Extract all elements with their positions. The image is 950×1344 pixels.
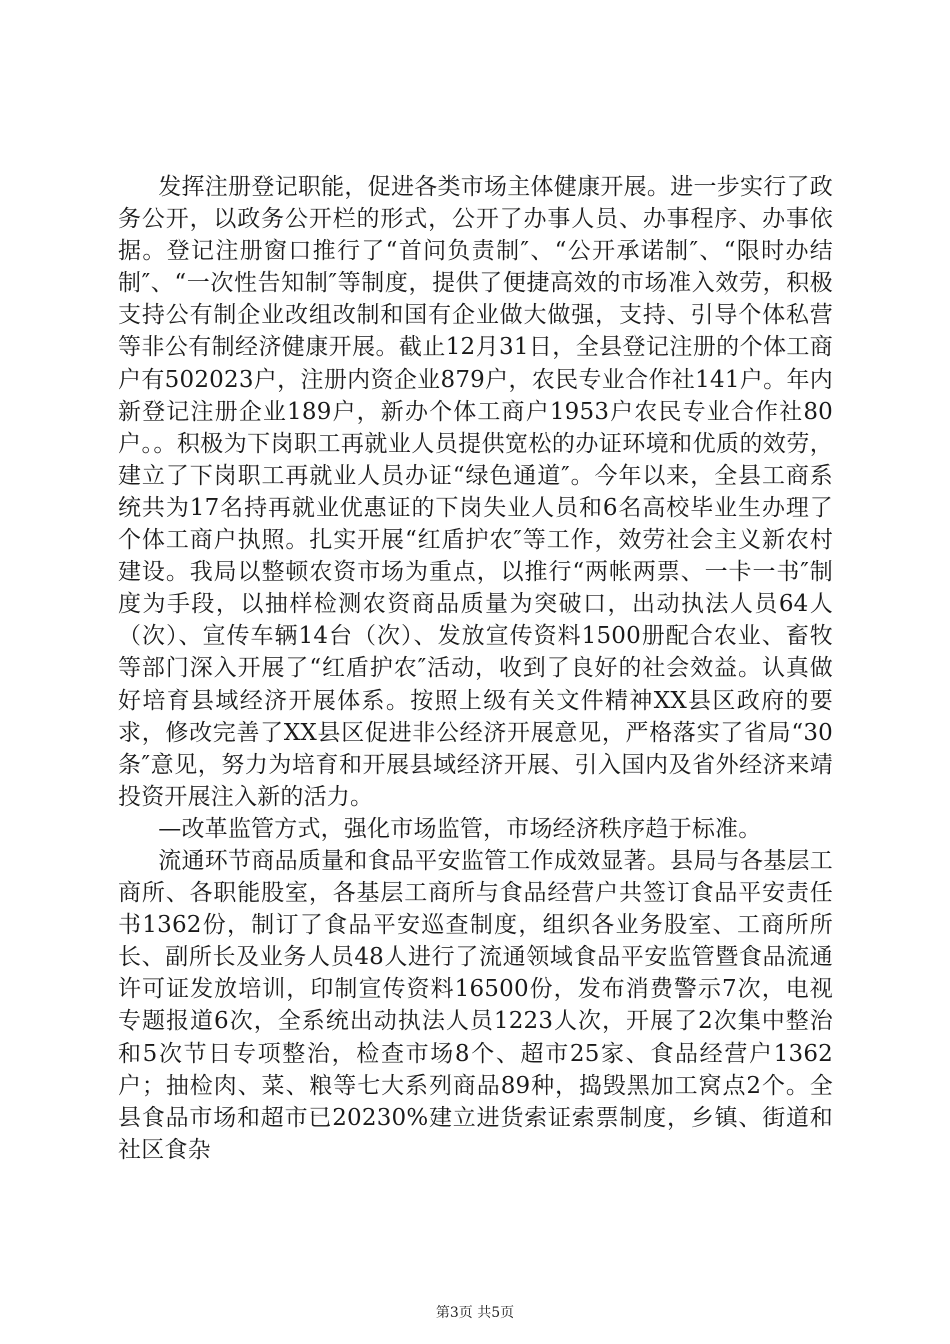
page-number-footer: 第3页 共5页 — [435, 1305, 515, 1321]
document-body — [118, 171, 833, 1166]
paragraph-food-safety: 流通环节商品质量和食品平安监管工作成效显著。县局与各基层工商所、各职能股室，各基层工商所与食品经营户共签订食品平安责任书1362份，制订了食品平安巡查制度，组织各业务股室、工商所所长、副所长及业务人员48人进行了流通领域食品平安监管暨食品流通许可证发放培训，印制宣传资料16500份，发布消费警示7次，电视专题报道6次，全系统出动执法人员1223人次，开展了2次集中整治和5次节日专项整治，检查市场8个、超市25家、食品经营户1362户；抽检肉、菜、粮等七大系列商品89种，捣毁黑加工窝点2个。全县食品市场和超市已20230%建立进货索证索票制度，乡镇、街道和社区食杂 — [118, 847, 833, 1163]
paragraph-market-registration: 发挥注册登记职能，促进各类市场主体健康开展。进一步实行了政务公开，以政务公开栏的形式，公开了办事人员、办事程序、办事依据。登记注册窗口推行了“首问负责制″、“公开承诺制″、“限时办结制″、“一次性告知制″等制度，提供了便捷高效的市场准入效劳，积极支持公有制企业改组改制和国有企业做大做强，支持、引导个体私营等非公有制经济健康开展。截止12月31日，全县登记注册的个体工商户有502023户，注册内资企业879户，农民专业合作社141户。年内新登记注册企业189户，新办个体工商户1953户农民专业合作社80户。。积极为下岗职工再就业人员提供宽松的办证环境和优质的效劳，建立了下岗职工再就业人员办证“绿色通道″。今年以来，全县工商系统共为17名持再就业优惠证的下岗失业人员和6名高校毕业生办理了个体工商户执照。扎实开展“红盾护农″等工作，效劳社会主义新农村建设。我局以整顿农资市场为重点，以推行“两帐两票、一卡一书″制度为手段，以抽样检测农资商品质量为突破口，出动执法人员64人（次）、宣传车辆14台（次）、发放宣传资料1500册配合农业、畜牧等部门深入开展了“红盾护农″活动，收到了良好的社会效益。认真做好培育县域经济开展体系。按照上级有关文件精神XX县区政府的要求，修改完善了XX县区促进非公经济开展意见，严格落实了省局“30条″意见，努力为培育和开展县域经济开展、引入国内及省外经济来靖投资开展注入新的活力。 — [118, 174, 833, 810]
paragraph-reform-heading: —改革监管方式，强化市场监管，市场经济秩序趋于标准。 — [158, 815, 762, 842]
